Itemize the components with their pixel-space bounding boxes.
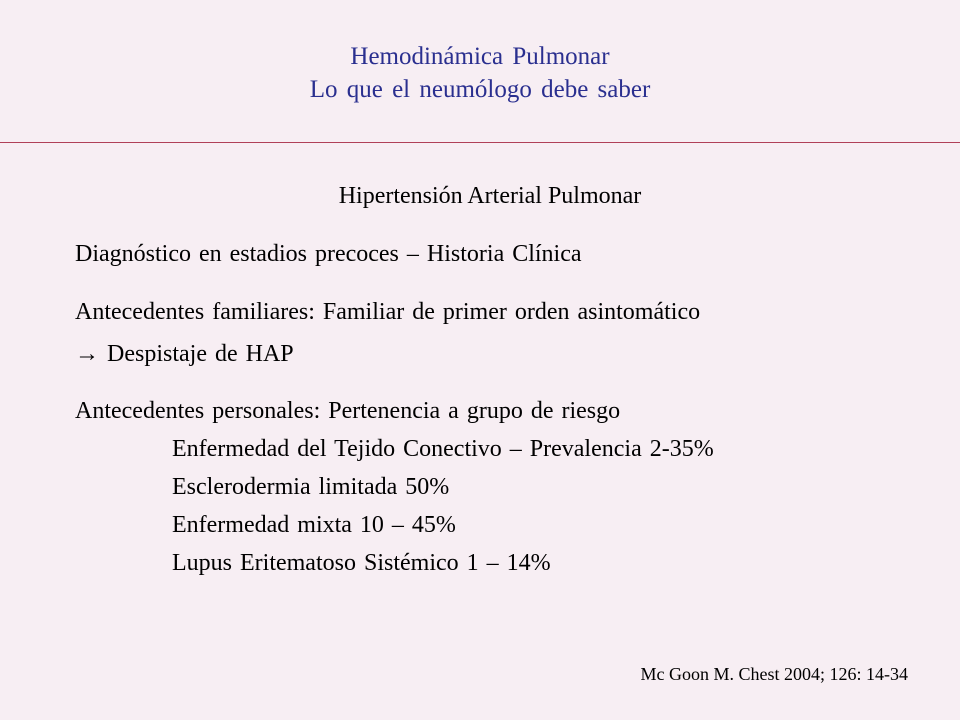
family-history-followup: → Despistaje de HAP xyxy=(75,341,294,367)
risk-group-item: Enfermedad del Tejido Conectivo – Prevalencia 2-35% xyxy=(172,436,714,462)
risk-group-item: Enfermedad mixta 10 – 45% xyxy=(172,512,456,538)
diagnosis-line: Diagnóstico en estadios precoces – Historia Clínica xyxy=(75,241,582,267)
risk-group-item: Esclerodermia limitada 50% xyxy=(172,474,450,500)
personal-history-heading: Antecedentes personales: Pertenencia a grupo de riesgo xyxy=(75,398,621,424)
citation: Mc Goon M. Chest 2004; 126: 14-34 xyxy=(640,664,908,684)
family-history-line: Antecedentes familiares: Familiar de primer orden asintomático xyxy=(75,299,701,325)
risk-group-item: Lupus Eritematoso Sistémico 1 – 14% xyxy=(172,550,551,576)
header-title: Hemodinámica Pulmonar xyxy=(350,43,610,70)
header-subtitle: Lo que el neumólogo debe saber xyxy=(309,76,651,103)
section-title: Hipertensión Arterial Pulmonar xyxy=(338,183,642,209)
